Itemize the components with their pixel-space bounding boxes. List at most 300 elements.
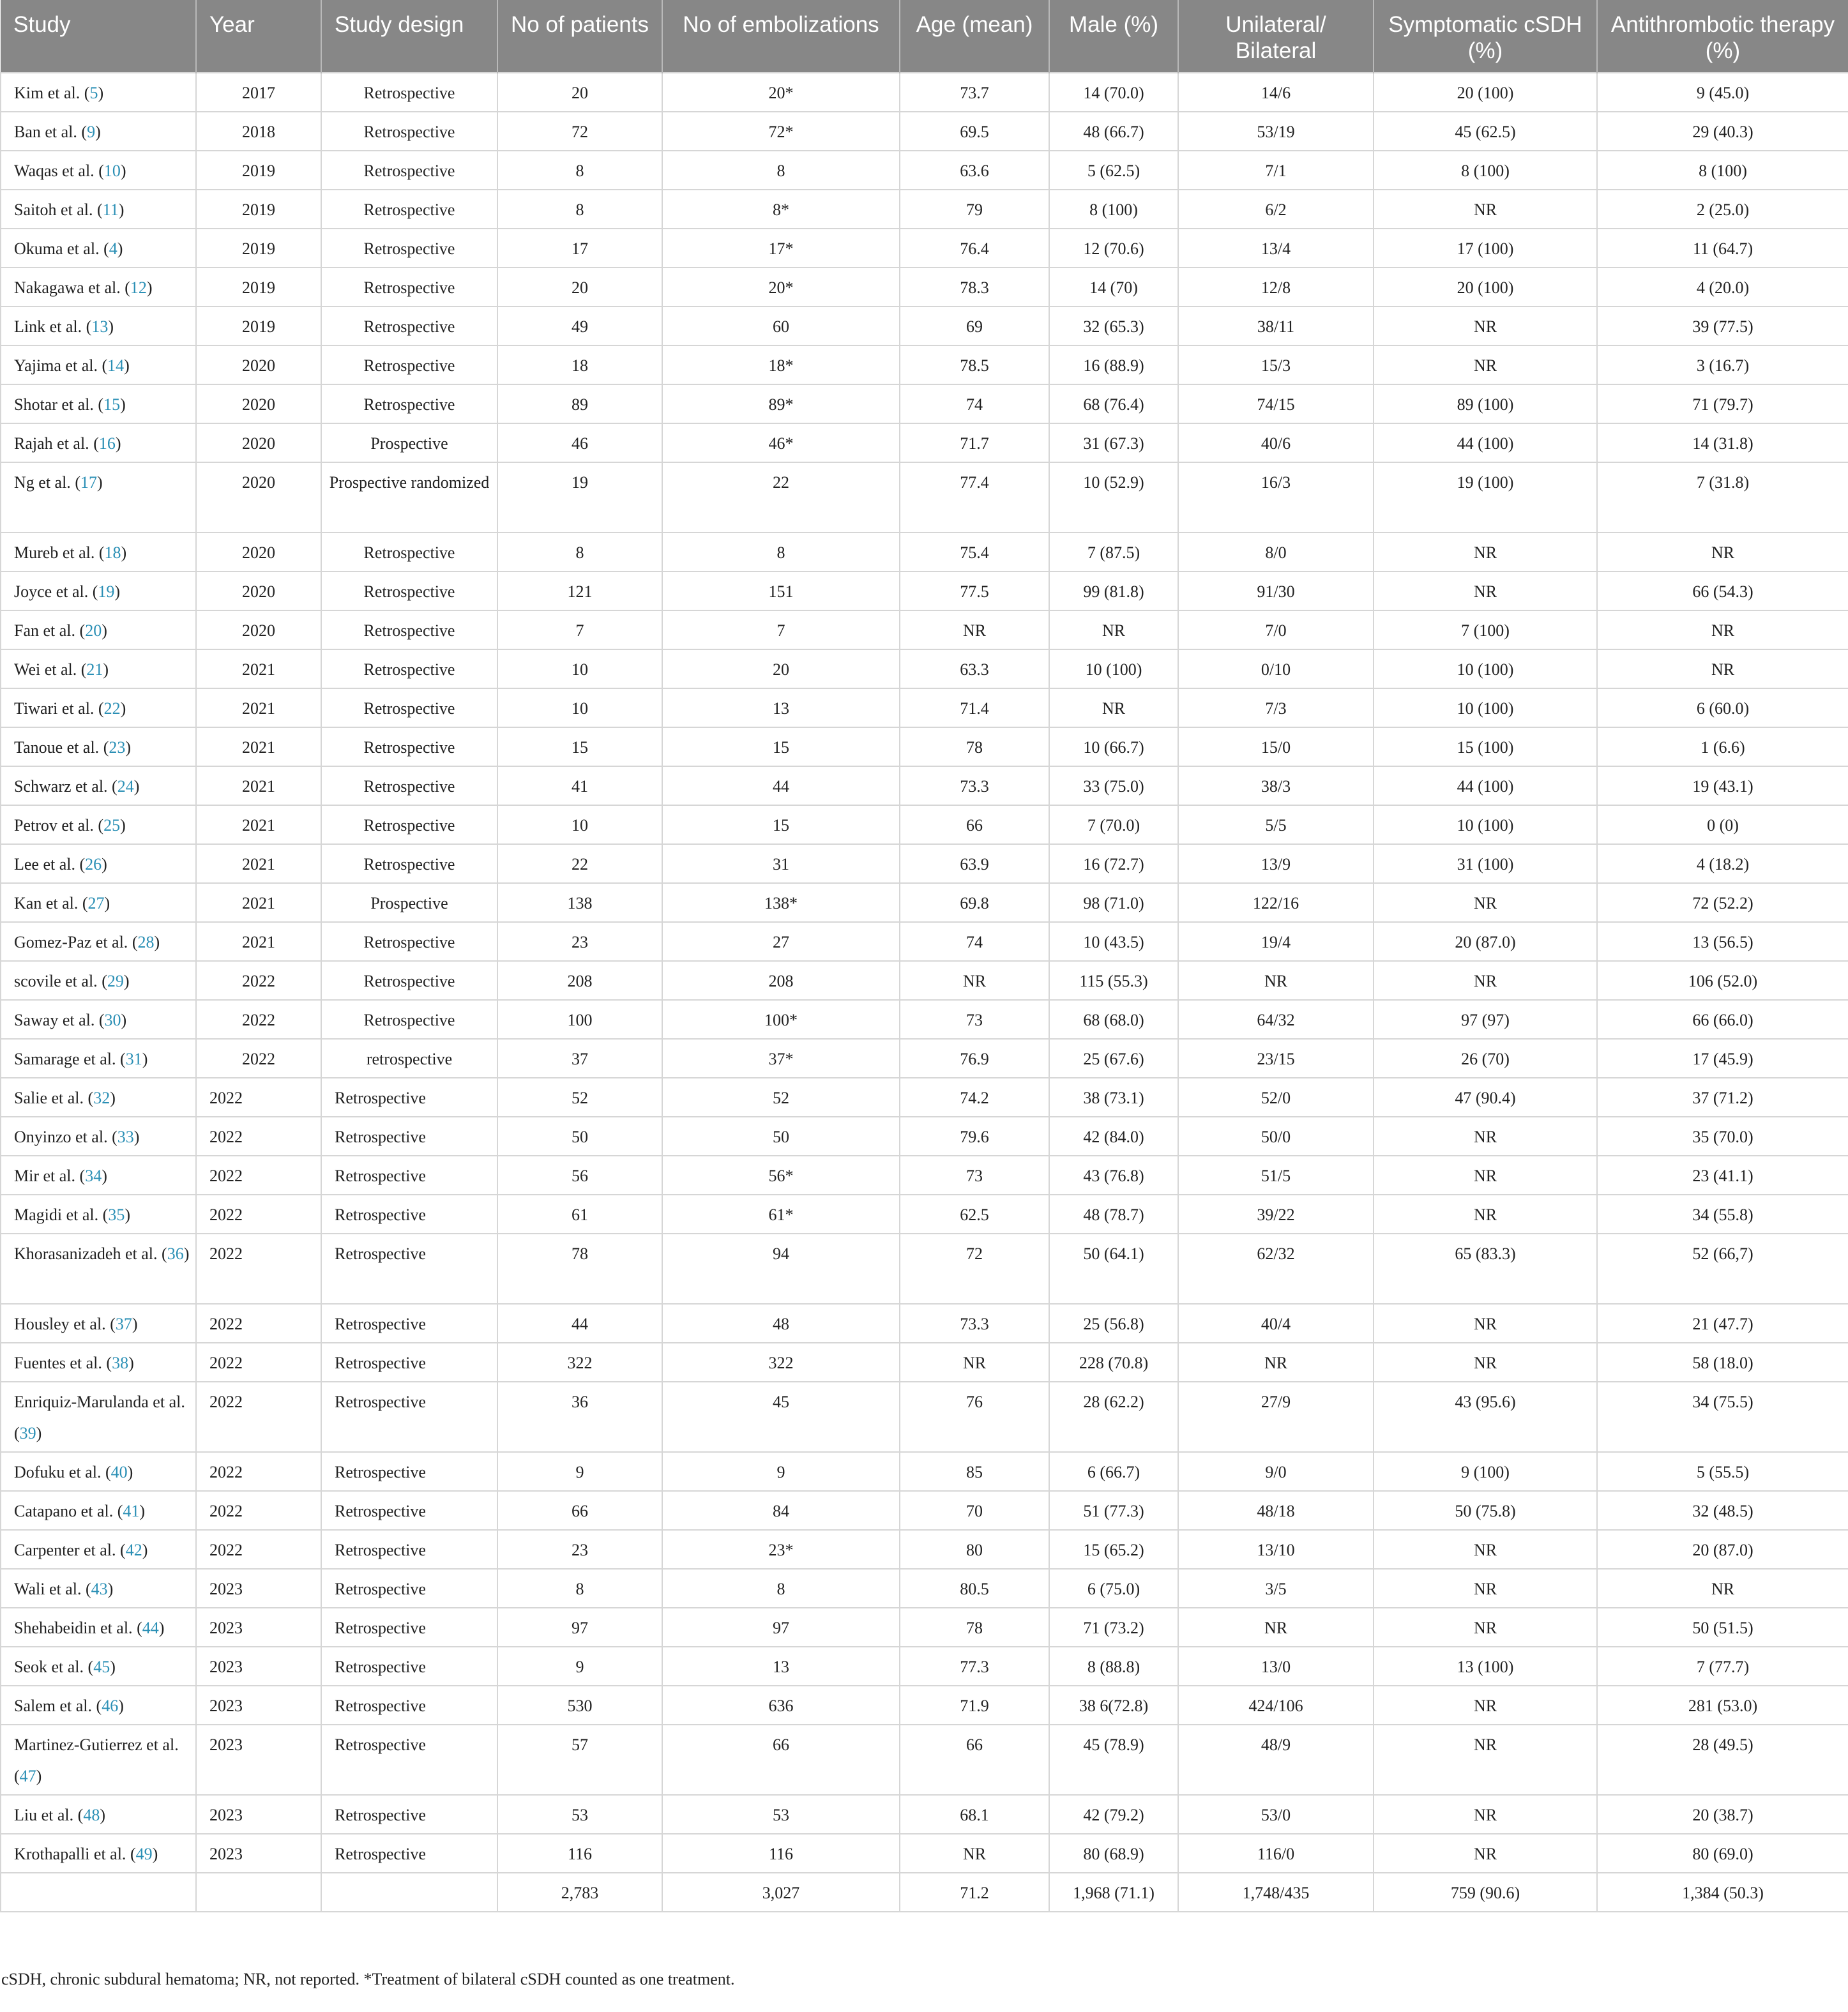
reference-link[interactable]: 41 <box>123 1502 140 1520</box>
cell-year: 2022 <box>196 1343 321 1382</box>
cell-study: Petrov et al. (25) <box>1 805 196 844</box>
study-author: Waqas et al. <box>14 162 95 180</box>
cell-symptomatic: 10 (100) <box>1374 649 1597 688</box>
cell-age: 69.5 <box>900 112 1049 151</box>
cell-year: 2022 <box>196 1195 321 1234</box>
reference-link[interactable]: 38 <box>112 1354 129 1372</box>
cell-year: 2023 <box>196 1834 321 1873</box>
reference-link[interactable]: 23 <box>109 738 126 757</box>
reference-link[interactable]: 4 <box>109 239 117 258</box>
cell-male: 33 (75.0) <box>1049 766 1178 805</box>
reference-link[interactable]: 45 <box>93 1658 110 1676</box>
cell-study: Seok et al. (45) <box>1 1647 196 1686</box>
table-row <box>1 1156 1848 1195</box>
reference-link[interactable]: 32 <box>93 1089 110 1107</box>
cell-antithrombotic: 20 (87.0) <box>1597 1530 1848 1569</box>
cell-age: 73.7 <box>900 73 1049 112</box>
header-antithrombotic-therapy: Antithrombotic therapy (%) <box>1597 0 1848 73</box>
cell-age: 76 <box>900 1382 1049 1452</box>
study-author: Okuma et al. <box>14 239 100 258</box>
cell-uni-bi: 7/1 <box>1178 151 1374 190</box>
reference-link[interactable]: 47 <box>19 1767 36 1785</box>
cell-year: 2022 <box>196 1078 321 1117</box>
reference-link[interactable]: 37 <box>115 1315 132 1333</box>
cell-year: 2022 <box>196 1304 321 1343</box>
reference-link[interactable]: 9 <box>87 123 96 141</box>
reference-link[interactable]: 11 <box>102 200 119 219</box>
cell-symptomatic: NR <box>1374 1195 1597 1234</box>
study-author: Fan et al. <box>14 621 76 640</box>
cell-symptomatic: 20 (100) <box>1374 268 1597 306</box>
cell-study: Wei et al. (21) <box>1 649 196 688</box>
cell-year: 2021 <box>196 688 321 727</box>
cell-study: Okuma et al. (4) <box>1 229 196 268</box>
cell-study: Tiwari et al. (22) <box>1 688 196 727</box>
cell-patients: 53 <box>497 1795 662 1834</box>
cell-embolizations: 20 <box>662 649 900 688</box>
reference-link[interactable]: 19 <box>98 582 115 601</box>
cell-design: Retrospective <box>321 345 497 384</box>
reference-link[interactable]: 18 <box>104 543 121 562</box>
cell-embolizations: 84 <box>662 1491 900 1530</box>
cell-male: 25 (56.8) <box>1049 1304 1178 1343</box>
cell-year: 2021 <box>196 922 321 961</box>
cell-antithrombotic: 0 (0) <box>1597 805 1848 844</box>
cell-symptomatic: NR <box>1374 961 1597 1000</box>
cell-uni-bi: 7/3 <box>1178 688 1374 727</box>
cell-patients: 208 <box>497 961 662 1000</box>
study-author: Carpenter et al. <box>14 1541 116 1559</box>
cell-male: 80 (68.9) <box>1049 1834 1178 1873</box>
cell-embolizations: 89* <box>662 384 900 423</box>
cell-embolizations: 8* <box>662 190 900 229</box>
study-author: Kan et al. <box>14 894 79 912</box>
cell-antithrombotic: 23 (41.1) <box>1597 1156 1848 1195</box>
cell-year: 2020 <box>196 610 321 649</box>
cell-design: Retrospective <box>321 727 497 766</box>
cell-year: 2017 <box>196 73 321 112</box>
cell-age: 76.9 <box>900 1039 1049 1078</box>
cell-uni-bi: 15/0 <box>1178 727 1374 766</box>
cell-embolizations: 56* <box>662 1156 900 1195</box>
header-age-mean: Age (mean) <box>900 0 1049 73</box>
reference-link[interactable]: 16 <box>98 434 116 453</box>
cell-year: 2023 <box>196 1795 321 1834</box>
cell-design: Retrospective <box>321 229 497 268</box>
study-author: Saway et al. <box>14 1011 95 1029</box>
cell-patients: 121 <box>497 571 662 610</box>
cell-patients: 50 <box>497 1117 662 1156</box>
study-author: Wali et al. <box>14 1580 82 1598</box>
cell-uni-bi: 13/9 <box>1178 844 1374 883</box>
cell-uni-bi: 3/5 <box>1178 1569 1374 1608</box>
cell-design: Retrospective <box>321 1117 497 1156</box>
reference-link[interactable]: 40 <box>110 1463 128 1481</box>
cell-uni-bi: 52/0 <box>1178 1078 1374 1117</box>
reference-link[interactable]: 10 <box>103 162 121 180</box>
reference-link[interactable]: 13 <box>91 317 109 336</box>
cell-patients: 138 <box>497 883 662 922</box>
cell-design: Retrospective <box>321 1725 497 1795</box>
cell-study: Carpenter et al. (42) <box>1 1530 196 1569</box>
cell-study: Yajima et al. (14) <box>1 345 196 384</box>
reference-link[interactable]: 21 <box>86 660 103 679</box>
reference-link[interactable]: 14 <box>107 356 125 375</box>
cell-age: 80 <box>900 1530 1049 1569</box>
total-symptomatic: 759 (90.6) <box>1374 1873 1597 1912</box>
table-row <box>1 1039 1848 1078</box>
cell-male: 68 (76.4) <box>1049 384 1178 423</box>
cell-embolizations: 13 <box>662 1647 900 1686</box>
cell-uni-bi: 40/4 <box>1178 1304 1374 1343</box>
reference-link[interactable]: 12 <box>130 278 147 297</box>
cell-embolizations: 7 <box>662 610 900 649</box>
cell-uni-bi: 53/0 <box>1178 1795 1374 1834</box>
cell-uni-bi: 122/16 <box>1178 883 1374 922</box>
table-row <box>1 1491 1848 1530</box>
total-empty-cell <box>196 1873 321 1912</box>
reference-link[interactable]: 26 <box>85 855 102 874</box>
cell-uni-bi: 0/10 <box>1178 649 1374 688</box>
reference-link[interactable]: 48 <box>83 1806 100 1824</box>
cell-age: 63.9 <box>900 844 1049 883</box>
cell-uni-bi: 116/0 <box>1178 1834 1374 1873</box>
reference-link[interactable]: 44 <box>142 1619 159 1637</box>
cell-embolizations: 13 <box>662 688 900 727</box>
cell-male: 28 (62.2) <box>1049 1382 1178 1452</box>
table-row <box>1 1304 1848 1343</box>
cell-study: Martinez-Gutierrez et al. (47) <box>1 1725 196 1795</box>
table-row <box>1 1647 1848 1686</box>
cell-embolizations: 100* <box>662 1000 900 1039</box>
reference-link[interactable]: 36 <box>167 1244 184 1263</box>
reference-link[interactable]: 33 <box>117 1128 134 1146</box>
cell-embolizations: 46* <box>662 423 900 462</box>
reference-link[interactable]: 25 <box>103 816 121 835</box>
study-author: Mir et al. <box>14 1167 76 1185</box>
cell-design: Retrospective <box>321 1686 497 1725</box>
cell-symptomatic: NR <box>1374 1117 1597 1156</box>
cell-age: 73.3 <box>900 1304 1049 1343</box>
cell-uni-bi: 48/18 <box>1178 1491 1374 1530</box>
cell-year: 2022 <box>196 1000 321 1039</box>
cell-age: 78.5 <box>900 345 1049 384</box>
cell-symptomatic: 89 (100) <box>1374 384 1597 423</box>
cell-year: 2023 <box>196 1608 321 1647</box>
cell-age: 78 <box>900 727 1049 766</box>
cell-patients: 18 <box>497 345 662 384</box>
cell-uni-bi: 27/9 <box>1178 1382 1374 1452</box>
reference-link[interactable]: 42 <box>125 1541 142 1559</box>
study-author: Rajah et al. <box>14 434 89 453</box>
cell-embolizations: 208 <box>662 961 900 1000</box>
cell-antithrombotic: NR <box>1597 649 1848 688</box>
cell-study: Kan et al. (27) <box>1 883 196 922</box>
reference-link[interactable]: 30 <box>104 1011 121 1029</box>
cell-design: Retrospective <box>321 1000 497 1039</box>
cell-study: Lee et al. (26) <box>1 844 196 883</box>
cell-design: Retrospective <box>321 1647 497 1686</box>
cell-uni-bi: 50/0 <box>1178 1117 1374 1156</box>
cell-study: Shehabeidin et al. (44) <box>1 1608 196 1647</box>
reference-link[interactable]: 17 <box>80 473 97 492</box>
cell-design: Retrospective <box>321 766 497 805</box>
cell-uni-bi: 5/5 <box>1178 805 1374 844</box>
table-row <box>1 1608 1848 1647</box>
reference-link[interactable]: 28 <box>137 933 155 951</box>
cell-antithrombotic: NR <box>1597 533 1848 571</box>
cell-symptomatic: 15 (100) <box>1374 727 1597 766</box>
cell-study: Catapano et al. (41) <box>1 1491 196 1530</box>
study-author: Ban et al. <box>14 123 77 141</box>
cell-antithrombotic: 19 (43.1) <box>1597 766 1848 805</box>
cell-male: 228 (70.8) <box>1049 1343 1178 1382</box>
study-author: Magidi et al. <box>14 1206 99 1224</box>
cell-year: 2019 <box>196 190 321 229</box>
cell-year: 2021 <box>196 844 321 883</box>
cell-uni-bi: 62/32 <box>1178 1234 1374 1304</box>
table-row <box>1 190 1848 229</box>
cell-male: 45 (78.9) <box>1049 1725 1178 1795</box>
cell-age: 74.2 <box>900 1078 1049 1117</box>
cell-symptomatic: 7 (100) <box>1374 610 1597 649</box>
cell-symptomatic: NR <box>1374 1530 1597 1569</box>
cell-male: 6 (66.7) <box>1049 1452 1178 1491</box>
cell-male: 15 (65.2) <box>1049 1530 1178 1569</box>
cell-age: 71.7 <box>900 423 1049 462</box>
cell-study: Rajah et al. (16) <box>1 423 196 462</box>
cell-age: 79 <box>900 190 1049 229</box>
cell-antithrombotic: 66 (66.0) <box>1597 1000 1848 1039</box>
cell-antithrombotic: 80 (69.0) <box>1597 1834 1848 1873</box>
total-antithrombotic: 1,384 (50.3) <box>1597 1873 1848 1912</box>
table-row <box>1 922 1848 961</box>
cell-age: 71.9 <box>900 1686 1049 1725</box>
cell-patients: 100 <box>497 1000 662 1039</box>
cell-symptomatic: NR <box>1374 190 1597 229</box>
cell-year: 2022 <box>196 1039 321 1078</box>
cell-symptomatic: 50 (75.8) <box>1374 1491 1597 1530</box>
cell-symptomatic: 19 (100) <box>1374 462 1597 533</box>
cell-patients: 52 <box>497 1078 662 1117</box>
cell-embolizations: 15 <box>662 805 900 844</box>
table-row <box>1 766 1848 805</box>
cell-patients: 44 <box>497 1304 662 1343</box>
cell-patients: 10 <box>497 688 662 727</box>
cell-design: Retrospective <box>321 805 497 844</box>
cell-uni-bi: 15/3 <box>1178 345 1374 384</box>
cell-age: 71.4 <box>900 688 1049 727</box>
cell-male: 42 (79.2) <box>1049 1795 1178 1834</box>
cell-age: 63.3 <box>900 649 1049 688</box>
cell-design: Retrospective <box>321 1530 497 1569</box>
cell-symptomatic: NR <box>1374 1343 1597 1382</box>
study-author: Khorasanizadeh et al. <box>14 1244 158 1263</box>
cell-embolizations: 37* <box>662 1039 900 1078</box>
table-row <box>1 1382 1848 1452</box>
table-row <box>1 73 1848 112</box>
cell-embolizations: 45 <box>662 1382 900 1452</box>
cell-symptomatic: 20 (100) <box>1374 73 1597 112</box>
cell-antithrombotic: NR <box>1597 1569 1848 1608</box>
reference-link[interactable]: 5 <box>89 84 98 102</box>
cell-year: 2022 <box>196 961 321 1000</box>
cell-uni-bi: 13/0 <box>1178 1647 1374 1686</box>
cell-male: 42 (84.0) <box>1049 1117 1178 1156</box>
cell-patients: 66 <box>497 1491 662 1530</box>
cell-embolizations: 53 <box>662 1795 900 1834</box>
cell-antithrombotic: 52 (66,7) <box>1597 1234 1848 1304</box>
cell-embolizations: 72* <box>662 112 900 151</box>
cell-male: 14 (70.0) <box>1049 73 1178 112</box>
cell-embolizations: 31 <box>662 844 900 883</box>
cell-design: Prospective <box>321 423 497 462</box>
cell-design: Retrospective <box>321 1382 497 1452</box>
study-author: Onyinzo et al. <box>14 1128 108 1146</box>
cell-design: Retrospective <box>321 1608 497 1647</box>
table-row <box>1 1343 1848 1382</box>
cell-male: 7 (87.5) <box>1049 533 1178 571</box>
table-row <box>1 533 1848 571</box>
cell-male: 5 (62.5) <box>1049 151 1178 190</box>
study-author: Gomez-Paz et al. <box>14 933 128 951</box>
study-author: Enriquiz-Marulanda et al. <box>14 1393 185 1411</box>
cell-design: Retrospective <box>321 649 497 688</box>
cell-symptomatic: 13 (100) <box>1374 1647 1597 1686</box>
study-author: Salie et al. <box>14 1089 84 1107</box>
study-author: Catapano et al. <box>14 1502 114 1520</box>
cell-symptomatic: NR <box>1374 345 1597 384</box>
cell-patients: 49 <box>497 306 662 345</box>
reference-link[interactable]: 15 <box>103 395 121 414</box>
cell-patients: 89 <box>497 384 662 423</box>
reference-link[interactable]: 34 <box>85 1167 102 1185</box>
cell-year: 2023 <box>196 1686 321 1725</box>
cell-antithrombotic: 39 (77.5) <box>1597 306 1848 345</box>
cell-study: Liu et al. (48) <box>1 1795 196 1834</box>
reference-link[interactable]: 20 <box>85 621 102 640</box>
cell-year: 2021 <box>196 805 321 844</box>
reference-link[interactable]: 22 <box>103 699 121 718</box>
cell-year: 2020 <box>196 533 321 571</box>
cell-male: 71 (73.2) <box>1049 1608 1178 1647</box>
cell-uni-bi: 19/4 <box>1178 922 1374 961</box>
study-author: Link et al. <box>14 317 82 336</box>
cell-design: Retrospective <box>321 1834 497 1873</box>
table-row <box>1 1000 1848 1039</box>
reference-link[interactable]: 24 <box>117 777 134 796</box>
cell-uni-bi: NR <box>1178 961 1374 1000</box>
cell-year: 2022 <box>196 1156 321 1195</box>
reference-link[interactable]: 29 <box>107 972 124 990</box>
reference-link[interactable]: 39 <box>19 1424 36 1442</box>
study-author: scovile et al. <box>14 972 98 990</box>
cell-age: 77.5 <box>900 571 1049 610</box>
reference-link[interactable]: 35 <box>108 1206 125 1224</box>
cell-symptomatic: 26 (70) <box>1374 1039 1597 1078</box>
cell-antithrombotic: 21 (47.7) <box>1597 1304 1848 1343</box>
cell-patients: 10 <box>497 805 662 844</box>
cell-age: 72 <box>900 1234 1049 1304</box>
cell-design: Retrospective <box>321 112 497 151</box>
cell-design: Retrospective <box>321 151 497 190</box>
cell-symptomatic: NR <box>1374 1608 1597 1647</box>
cell-study: Salem et al. (46) <box>1 1686 196 1725</box>
table-row <box>1 462 1848 533</box>
cell-patients: 8 <box>497 1569 662 1608</box>
header-row <box>1 0 1848 73</box>
cell-design: Retrospective <box>321 1452 497 1491</box>
table-row <box>1 883 1848 922</box>
table-row <box>1 727 1848 766</box>
reference-link[interactable]: 46 <box>102 1697 119 1715</box>
cell-antithrombotic: 6 (60.0) <box>1597 688 1848 727</box>
study-author: Ng et al. <box>14 473 71 492</box>
cell-male: 98 (71.0) <box>1049 883 1178 922</box>
cell-antithrombotic: 7 (31.8) <box>1597 462 1848 533</box>
cell-male: 68 (68.0) <box>1049 1000 1178 1039</box>
cell-age: 66 <box>900 1725 1049 1795</box>
study-author: Liu et al. <box>14 1806 74 1824</box>
cell-study: Ban et al. (9) <box>1 112 196 151</box>
cell-patients: 8 <box>497 533 662 571</box>
cell-age: 74 <box>900 922 1049 961</box>
cell-uni-bi: 74/15 <box>1178 384 1374 423</box>
cell-design: Retrospective <box>321 571 497 610</box>
cell-antithrombotic: 13 (56.5) <box>1597 922 1848 961</box>
cell-embolizations: 17* <box>662 229 900 268</box>
total-empty-cell <box>321 1873 497 1912</box>
cell-embolizations: 50 <box>662 1117 900 1156</box>
cell-embolizations: 48 <box>662 1304 900 1343</box>
cell-embolizations: 61* <box>662 1195 900 1234</box>
cell-patients: 36 <box>497 1382 662 1452</box>
reference-link[interactable]: 49 <box>135 1845 153 1863</box>
cell-study: Tanoue et al. (23) <box>1 727 196 766</box>
cell-patients: 19 <box>497 462 662 533</box>
study-author: Fuentes et al. <box>14 1354 102 1372</box>
cell-patients: 23 <box>497 922 662 961</box>
cell-male: 25 (67.6) <box>1049 1039 1178 1078</box>
cell-embolizations: 20* <box>662 268 900 306</box>
reference-link[interactable]: 27 <box>87 894 105 912</box>
cell-age: 77.4 <box>900 462 1049 533</box>
cell-design: Retrospective <box>321 961 497 1000</box>
cell-year: 2020 <box>196 462 321 533</box>
table-row <box>1 1686 1848 1725</box>
cell-age: 79.6 <box>900 1117 1049 1156</box>
reference-link[interactable]: 43 <box>91 1580 108 1598</box>
cell-antithrombotic: 3 (16.7) <box>1597 345 1848 384</box>
cell-symptomatic: NR <box>1374 1725 1597 1795</box>
cell-antithrombotic: 72 (52.2) <box>1597 883 1848 922</box>
cell-design: Retrospective <box>321 1156 497 1195</box>
cell-design: Retrospective <box>321 1491 497 1530</box>
study-author: Wei et al. <box>14 660 77 679</box>
cell-antithrombotic: 5 (55.5) <box>1597 1452 1848 1491</box>
cell-study: Waqas et al. (10) <box>1 151 196 190</box>
cell-study: Samarage et al. (31) <box>1 1039 196 1078</box>
cell-patients: 20 <box>497 268 662 306</box>
cell-embolizations: 15 <box>662 727 900 766</box>
cell-year: 2019 <box>196 306 321 345</box>
cell-age: 73 <box>900 1156 1049 1195</box>
cell-uni-bi: 40/6 <box>1178 423 1374 462</box>
cell-male: 50 (64.1) <box>1049 1234 1178 1304</box>
cell-design: Retrospective <box>321 844 497 883</box>
reference-link[interactable]: 31 <box>125 1050 142 1068</box>
cell-male: 16 (72.7) <box>1049 844 1178 883</box>
